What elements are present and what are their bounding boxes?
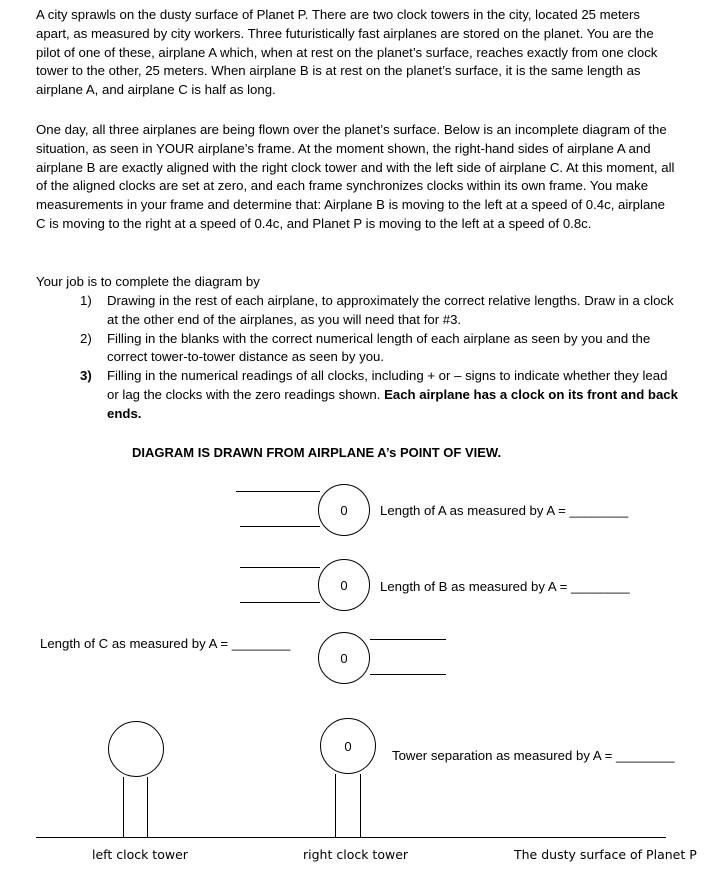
task-item-3 <box>80 367 680 423</box>
right-tower-post-right <box>360 774 361 837</box>
task-item-1 <box>80 292 680 330</box>
airplane-c-top-edge <box>370 639 446 640</box>
task-text-3: Filling in the numerical readings of all clocks, including + or – signs to indicate whether they lead or lag the clocks with the zero readings shown. <box>107 368 668 402</box>
intro-paragraph-1: A city sprawls on the dusty surface of Planet P. There are two clock towers in the city, located 25 meters apart, as measured by city workers. Three futuristically fast airplanes are stored on the planet. You are the pilot of one of these, airplane A which, when at rest on the planet’s surface, reaches exactly from one clock tower to the other, 25 meters. When airplane B is at rest on the planet’s surface, it is the same length as airplane A, and airplane C is half as long. <box>36 7 658 98</box>
intro-paragraph-3: Your job is to complete the diagram by <box>36 274 260 289</box>
planet-surface-line <box>36 837 666 838</box>
airplane-a-clock: 0 <box>318 484 370 536</box>
airplane-a-length-label: Length of A as measured by A = ________ <box>380 503 629 518</box>
airplane-c-bottom-edge <box>370 674 446 675</box>
airplane-b-length-label: Length of B as measured by A = ________ <box>380 579 630 594</box>
task-text-2: Filling in the blanks with the correct numerical length of each airplane as seen by you and the correct tower-to-tower distance as seen by you. <box>107 330 651 365</box>
task-text-3-bold: Each airplane has a clock on its front and back ends. <box>107 386 678 421</box>
airplane-c-clock: 0 <box>318 632 370 684</box>
airplane-c-length-label: Length of C as measured by A = ________ <box>40 636 291 651</box>
left-tower-post-right <box>147 777 148 837</box>
right-tower-post-left <box>335 774 336 837</box>
surface-label: The dusty surface of Planet P <box>514 847 697 862</box>
airplane-b-top-edge <box>240 567 320 568</box>
airplane-a-top-edge <box>236 491 320 492</box>
task-number-3: 3) <box>80 368 92 384</box>
airplane-a-bottom-edge <box>240 526 320 527</box>
task-list <box>80 292 680 424</box>
right-tower-label: right clock tower <box>303 847 409 862</box>
right-tower-clock: 0 <box>320 718 376 774</box>
airplane-b-clock: 0 <box>318 559 370 611</box>
left-tower-label: left clock tower <box>92 847 188 862</box>
task-item-2 <box>80 330 680 368</box>
intro-paragraph-2: One day, all three airplanes are being flown over the planet’s surface. Below is an incomplete diagram of the situation, as seen in YOUR airplane’s frame. At the moment shown, the right-hand sides of airplane A and airplane B are exactly aligned with the right clock tower and with the left side of airplane C. At this moment, all of the aligned clocks are set at zero, and each frame synchronizes clocks within its own frame. You make measurements in your frame and determine that: Airplane B is moving to the left at a speed of 0.4c, airplane C is moving to the right at a speed of 0.4c, and Planet P is moving to the left at a speed of 0.8c. <box>36 122 675 231</box>
left-tower-post-left <box>123 777 124 837</box>
airplane-b-bottom-edge <box>240 602 320 603</box>
task-text-1: Drawing in the rest of each airplane, to approximately the correct relative lengths. Draw in a clock at the other end of the airplanes, as you will need that for #3. <box>107 293 674 327</box>
diagram-heading: DIAGRAM IS DRAWN FROM AIRPLANE A’s POINT OF VIEW. <box>132 445 502 460</box>
task-number-2: 2) <box>80 330 92 346</box>
left-tower-clock-face <box>108 721 164 777</box>
tower-separation-label: Tower separation as measured by A = ________ <box>392 748 675 763</box>
task-number-1: 1) <box>80 293 92 308</box>
